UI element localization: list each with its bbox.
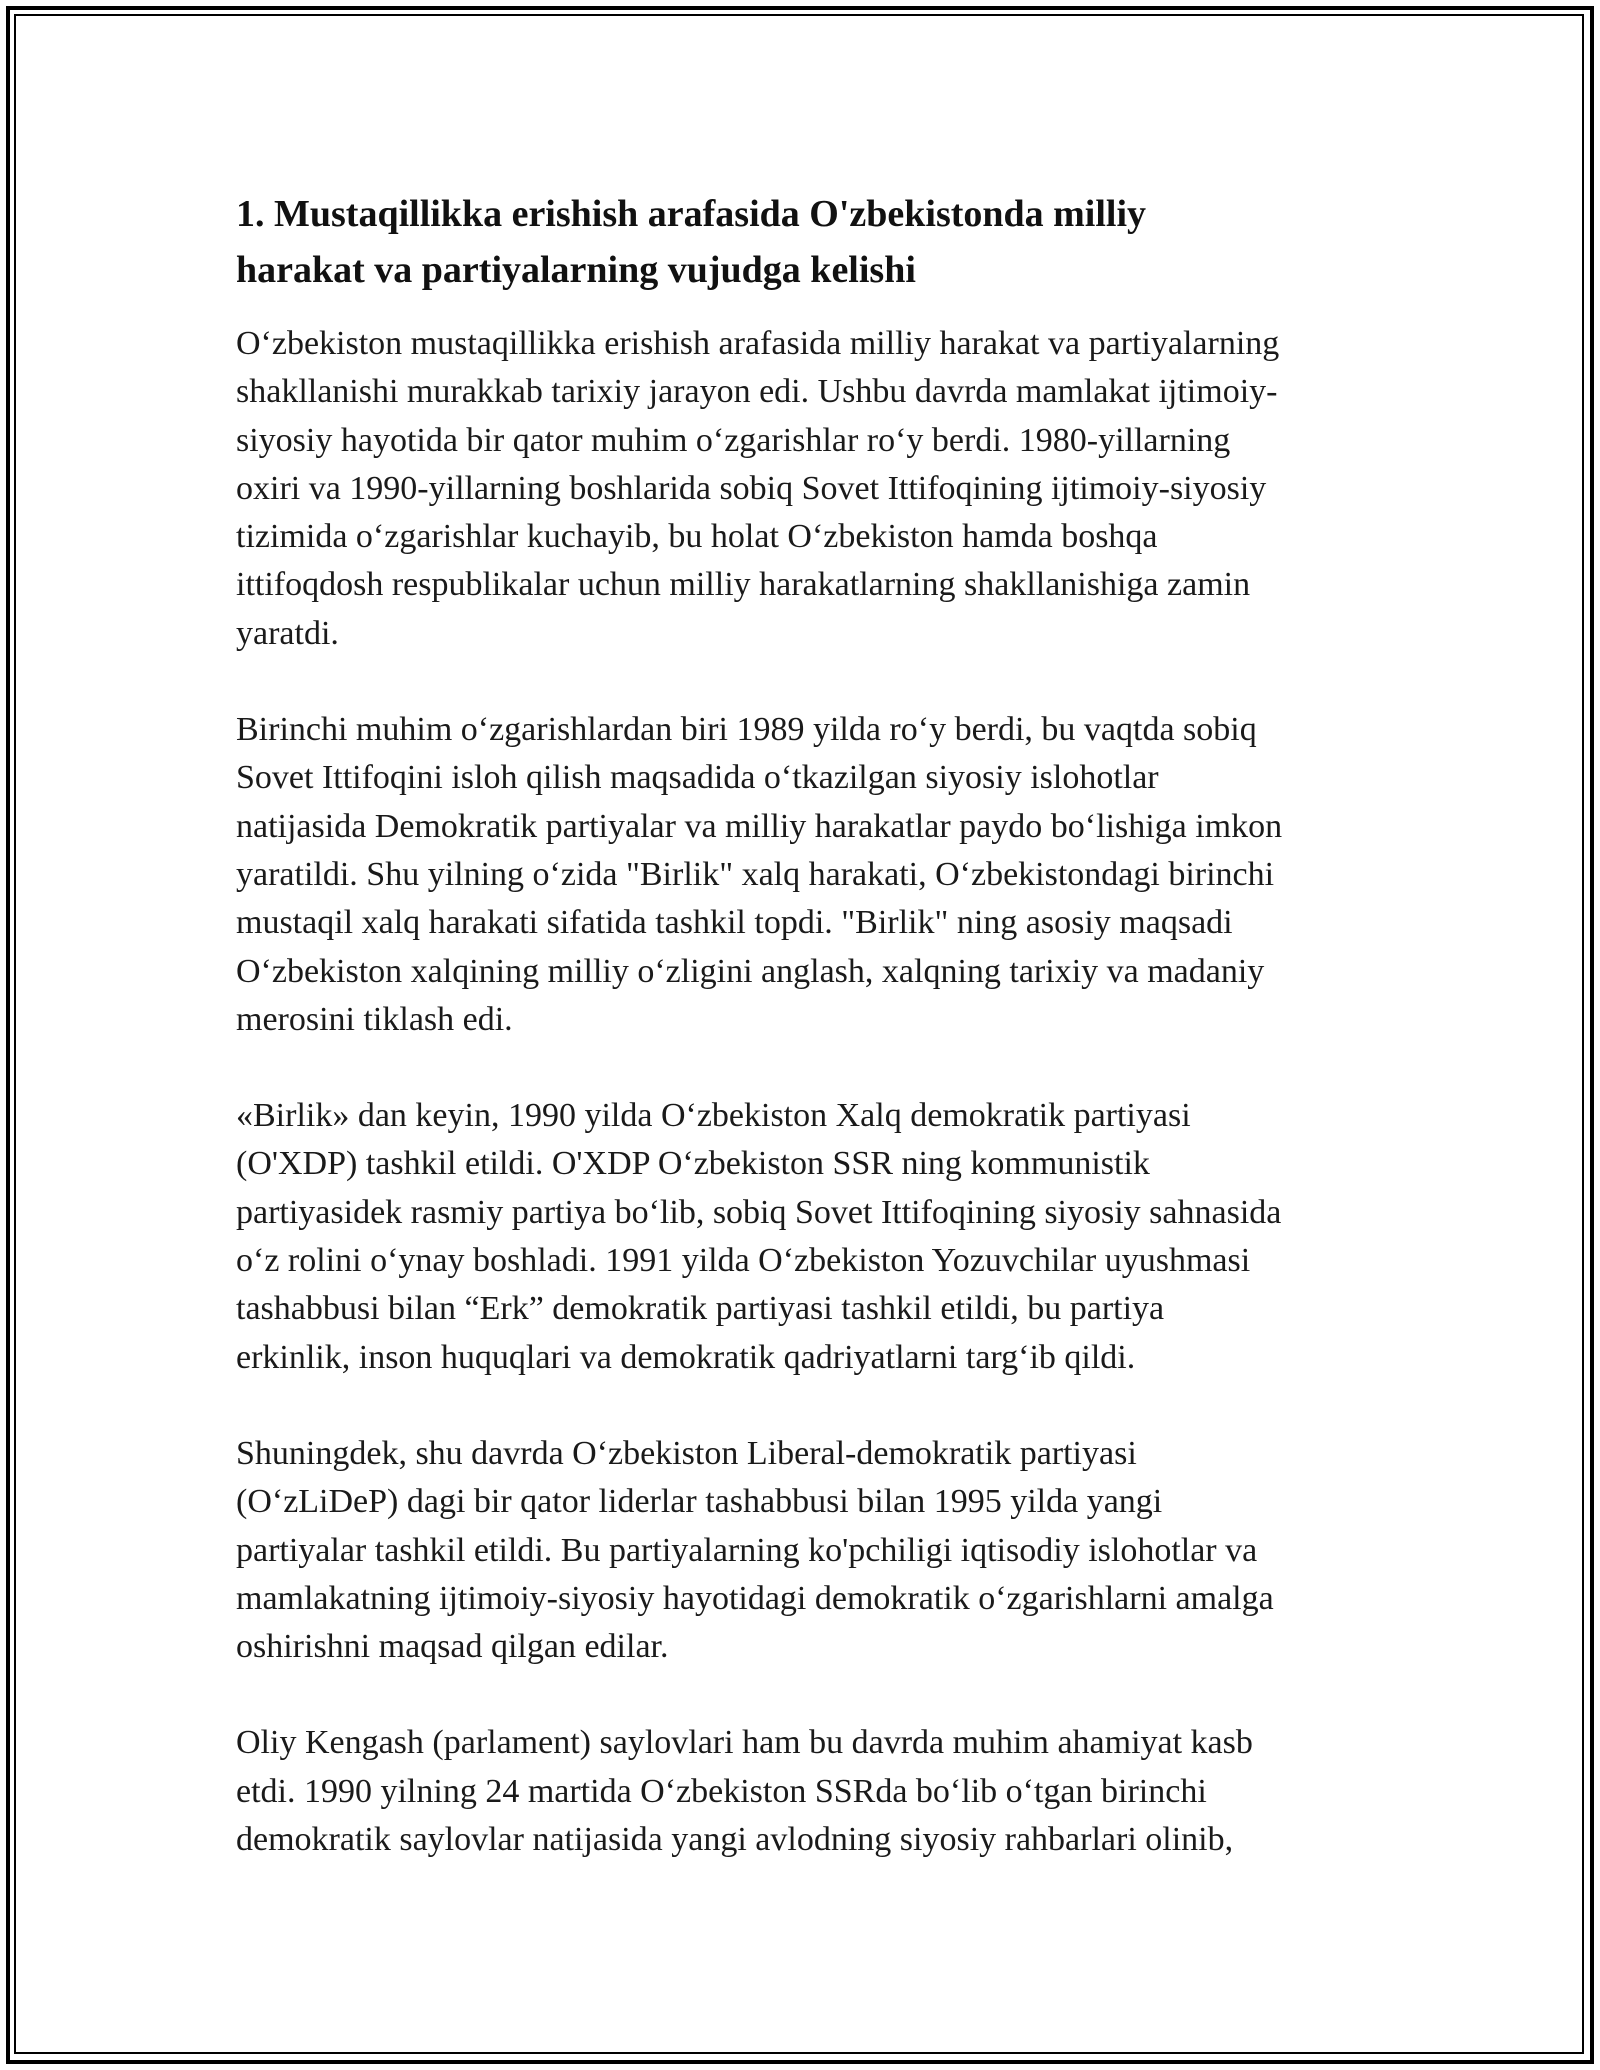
paragraph-3: «Birlik» dan keyin, 1990 yilda O‘zbekiston Xalq demokratik partiyasi (O'XDP) tashkil etildi. O'XDP O‘zbekiston SSR ning kommunistik partiyasidek rasmiy partiya bo‘lib, sobiq Sovet Ittifoqining siyosiy sahnasida o‘z rolini o‘ynay boshladi. 1991 yilda O‘zbekiston Yozuvchilar uyushmasi tashabbusi bilan “Erk” demokratik partiyasi tashkil etildi, bu partiya erkinlik, inson huquqlari va demokratik qadriyatlarni targ‘ib qildi. [236,1097,1282,1376]
section-heading: 1. Mustaqillikka erishish arafasida O'zbekistonda milliy harakat va partiyalarning vujudga kelishi [236,193,1147,291]
paragraph-4: Shuningdek, shu davrda O‘zbekiston Liberal-demokratik partiyasi (O‘zLiDeP) dagi bir qator liderlar tashabbusi bilan 1995 yilda yangi partiyalar tashkil etildi. Bu partiyalarning ko'pchiligi iqtisodiy islohotlar va mamlakatning ijtimoiy-siyosiy hayotidagi demokratik o‘zgarishlarni amalga oshirishni maqsad qilgan edilar. [236,1434,1274,1666]
paragraph-2: Birinchi muhim o‘zgarishlardan biri 1989 yilda ro‘y berdi, bu vaqtda sobiq Sovet Ittifoqini isloh qilish maqsadida o‘tkazilgan siyosiy islohotlar natijasida Demokratik partiyalar va milliy harakatlar paydo bo‘lishiga imkon yaratildi. Shu yilning o‘zida "Birlik" xalq harakati, O‘zbekistondagi birinchi mustaqil xalq harakati sifatida tashkil topdi. "Birlik" ning asosiy maqsadi O‘zbekiston xalqining milliy o‘zligini anglash, xalqning tarixiy va madaniy merosini tiklash edi. [236,711,1283,1038]
paragraph-5: Oliy Kengash (parlament) saylovlari ham bu davrda muhim ahamiyat kasb etdi. 1990 yilning 24 martida O‘zbekiston SSRda bo‘lib o‘tgan birinchi demokratik saylovlar natijasida yangi avlodning siyosiy rahbarlari olinib, [236,1724,1253,1859]
paragraph-1: O‘zbekiston mustaqillikka erishish arafasida milliy harakat va partiyalarning shakllanishi murakkab tarixiy jarayon edi. Ushbu davrda mamlakat ijtimoiy- siyosiy hayotida bir qator muhim o‘zgarishlar ro‘y berdi. 1980-yillarning oxiri va 1990-yillarning boshlarida sobiq Sovet Ittifoqining ijtimoiy-siyosiy tizimida o‘zgarishlar kuchayib, bu holat O‘zbekiston hamda boshqa ittifoqdosh respublikalar uchun milliy harakatlarning shakllanishiga zamin yaratdi. [236,325,1280,652]
document-body [236,186,1376,1912]
